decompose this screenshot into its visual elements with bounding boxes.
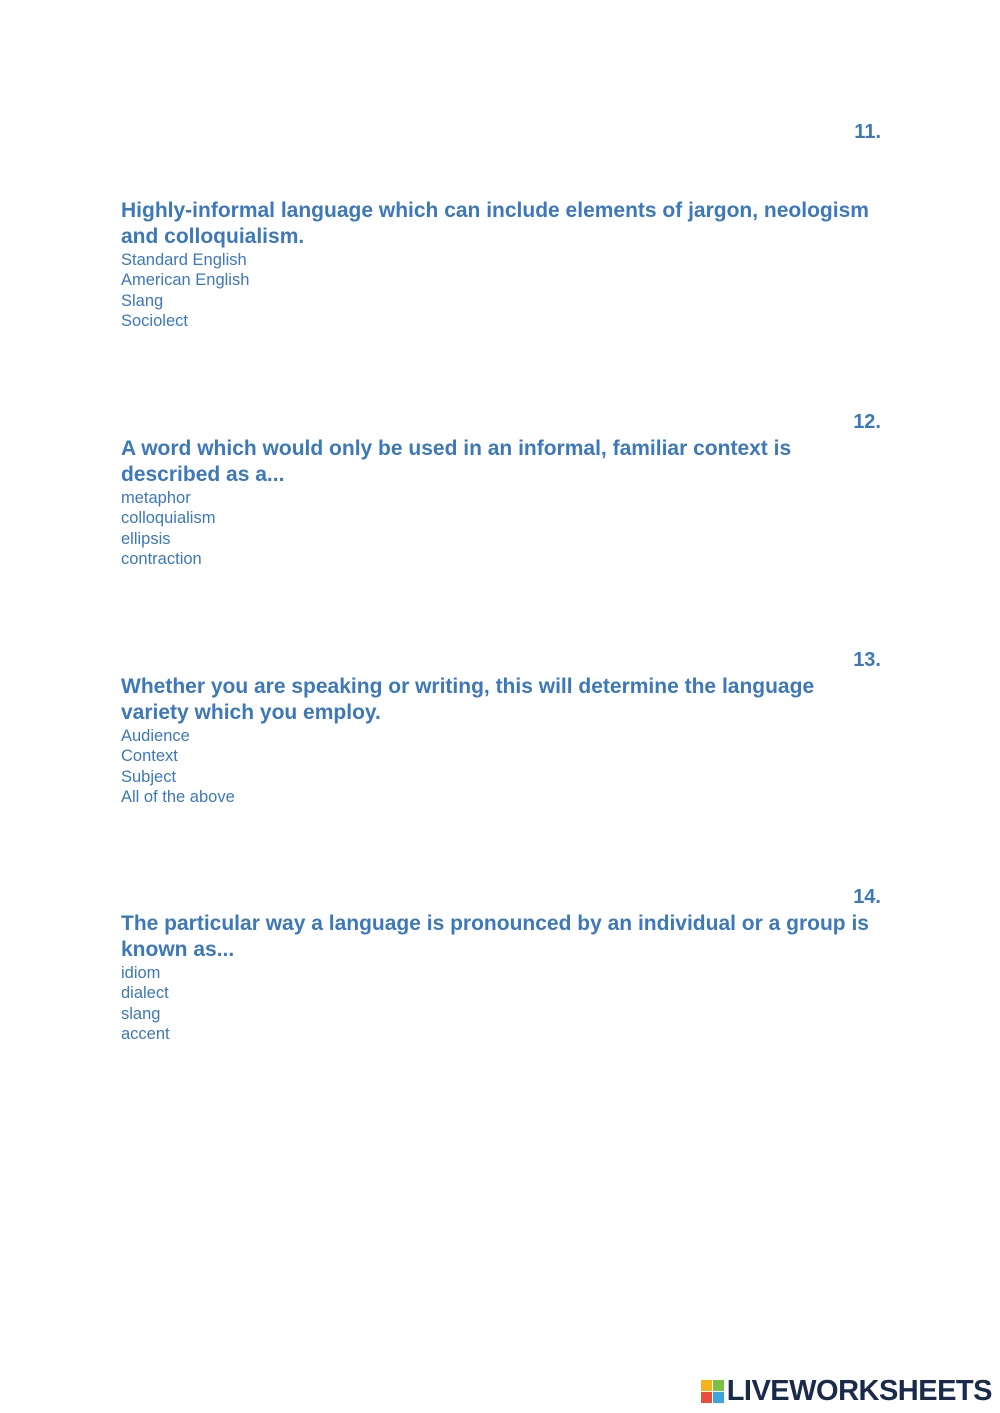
answer-options xyxy=(121,726,235,807)
answer-option[interactable]: accent xyxy=(121,1024,170,1043)
question-number: 13. xyxy=(853,649,881,671)
logo-mark-icon xyxy=(701,1380,724,1403)
answer-options xyxy=(121,963,170,1044)
answer-option[interactable]: Slang xyxy=(121,291,164,310)
answer-option[interactable]: metaphor xyxy=(121,489,191,507)
question-text: Highly-informal language which can include elements of jargon, neologism and colloquialism. xyxy=(121,199,869,248)
question-number: 11. xyxy=(854,121,881,143)
question-text: A word which would only be used in an informal, familiar context is described as a... xyxy=(121,437,792,486)
answer-option[interactable]: Subject xyxy=(121,767,177,786)
logo-square-icon xyxy=(701,1380,712,1391)
answer-option[interactable]: Sociolect xyxy=(121,311,188,330)
logo-wordmark: LIVEWORKSHEETS xyxy=(726,1375,992,1407)
logo-square-icon xyxy=(713,1380,724,1391)
answer-option[interactable]: All of the above xyxy=(121,787,235,806)
answer-option[interactable]: idiom xyxy=(121,964,161,982)
answer-option[interactable]: ellipsis xyxy=(121,529,171,548)
liveworksheets-logo[interactable] xyxy=(701,1375,992,1407)
answer-option[interactable]: contraction xyxy=(121,549,202,568)
question-text: Whether you are speaking or writing, this will determine the language variety which you employ. xyxy=(121,675,815,724)
question-number: 14. xyxy=(853,886,881,908)
answer-option[interactable]: Audience xyxy=(121,727,190,745)
answer-options xyxy=(121,488,215,569)
logo-square-icon xyxy=(713,1392,724,1403)
question-number: 12. xyxy=(853,411,881,433)
answer-option[interactable]: American English xyxy=(121,271,250,290)
answer-option[interactable]: Context xyxy=(121,747,178,766)
question-text: The particular way a language is pronounced by an individual or a group is known as... xyxy=(121,912,869,961)
answer-option[interactable]: slang xyxy=(121,1004,161,1023)
answer-option[interactable]: colloquialism xyxy=(121,509,216,528)
answer-options xyxy=(121,250,249,331)
logo-square-icon xyxy=(701,1392,712,1403)
answer-option[interactable]: dialect xyxy=(121,984,169,1003)
answer-option[interactable]: Standard English xyxy=(121,251,247,269)
